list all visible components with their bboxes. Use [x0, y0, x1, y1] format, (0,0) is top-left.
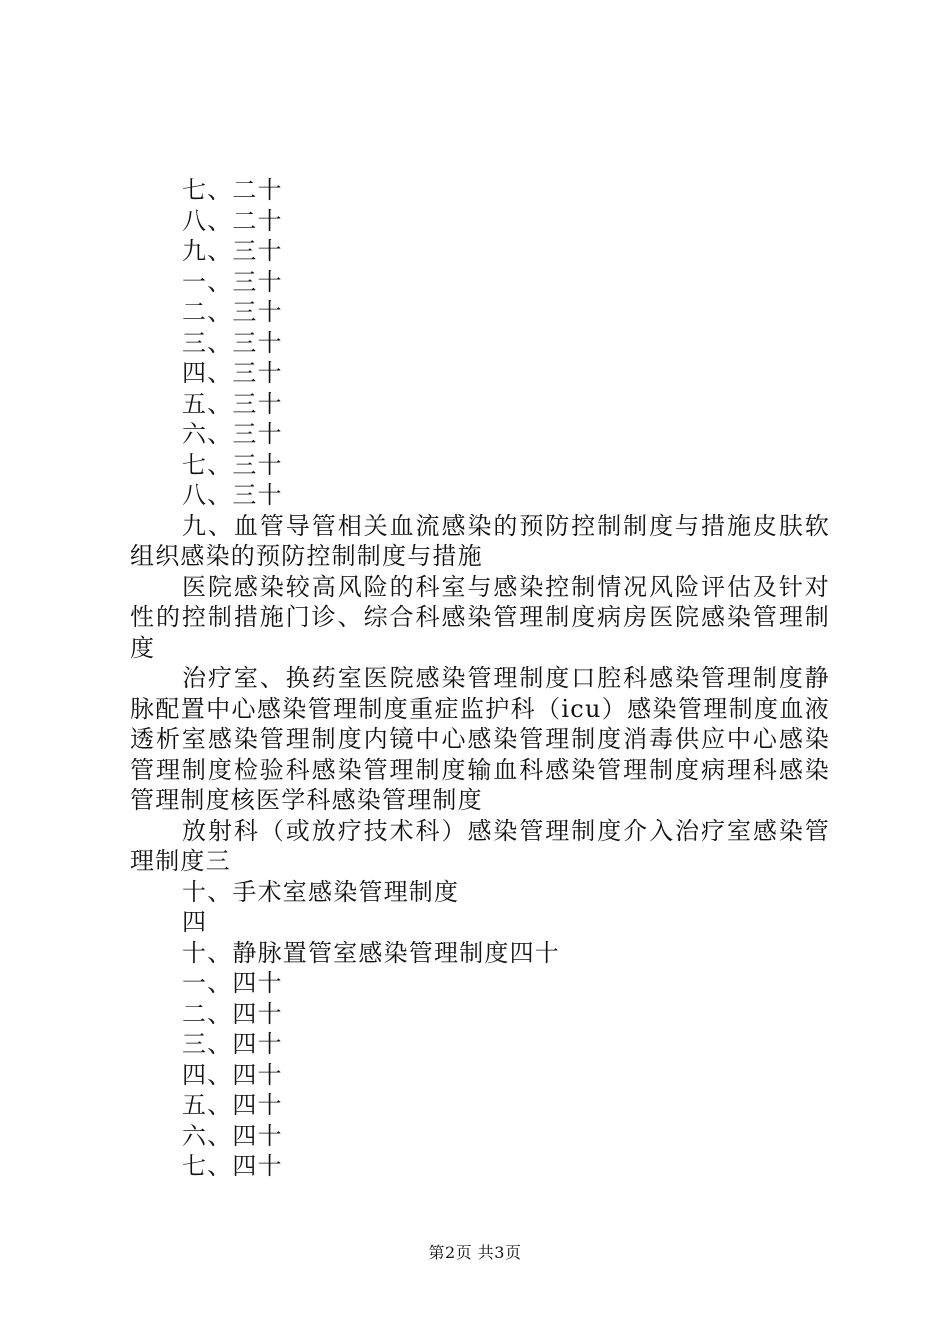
toc-line: 五、四十 — [182, 1091, 283, 1119]
toc-line: 三、四十 — [182, 1030, 283, 1058]
body-paragraph: 放射科（或放疗技术科）感染管理制度介入治疗室感染管理制度三 — [130, 816, 830, 875]
document-body — [130, 175, 830, 1182]
toc-line: 二、四十 — [182, 999, 283, 1028]
toc-line: 四 — [182, 908, 208, 936]
toc-line: 三、三十 — [182, 328, 283, 357]
toc-line: 七、二十 — [182, 176, 283, 204]
toc-line: 十、静脉置管室感染管理制度四十 — [182, 938, 560, 967]
toc-line: 一、三十 — [182, 267, 283, 296]
toc-line: 二、三十 — [182, 298, 283, 326]
toc-line: 八、三十 — [182, 481, 283, 509]
toc-line: 八、二十 — [182, 206, 283, 235]
toc-line: 六、四十 — [182, 1121, 283, 1150]
toc-line: 四、四十 — [182, 1060, 283, 1089]
body-paragraph: 治疗室、换药室医院感染管理制度口腔科感染管理制度静脉配置中心感染管理制度重症监护科（icu）感染管理制度血液透析室感染管理制度内镜中心感染管理制度消毒供应中心感染管理制度检验科感染管理制度输血科感染管理制度病理科感染管理制度核医学科感染管理制度 — [130, 664, 830, 814]
toc-line: 十、手术室感染管理制度 — [182, 877, 460, 906]
page-footer: 第2页 共3页 — [428, 1243, 522, 1262]
toc-line: 七、四十 — [182, 1152, 283, 1180]
body-paragraph: 九、血管导管相关血流感染的预防控制制度与措施皮肤软组织感染的预防控制制度与措施 — [130, 511, 830, 570]
toc-line: 一、四十 — [182, 969, 283, 997]
toc-line: 六、三十 — [182, 420, 283, 448]
toc-line: 七、三十 — [182, 450, 283, 479]
body-paragraph: 医院感染较高风险的科室与感染控制情况风险评估及针对性的控制措施门诊、综合科感染管理制度病房医院感染管理制度 — [130, 572, 830, 662]
toc-line: 五、三十 — [182, 389, 283, 418]
toc-line: 九、三十 — [182, 237, 283, 265]
toc-line: 四、三十 — [182, 359, 283, 387]
